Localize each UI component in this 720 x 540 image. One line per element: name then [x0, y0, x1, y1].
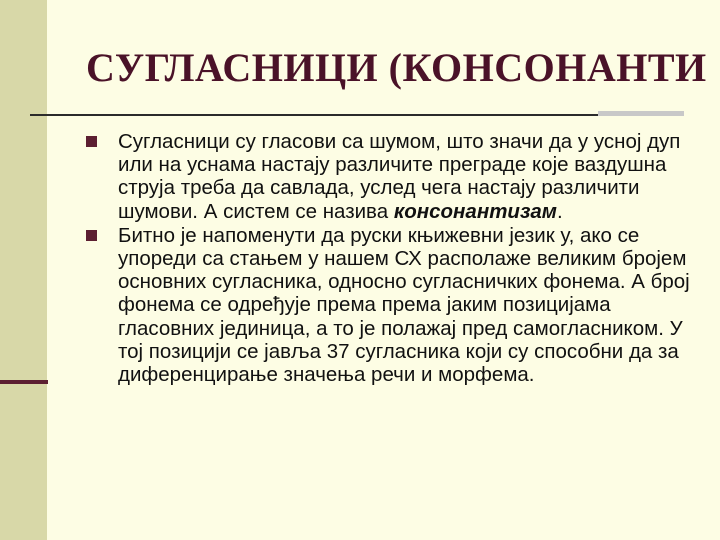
term-consonantism: консонантизам: [393, 199, 557, 223]
square-bullet-icon: [86, 136, 97, 147]
square-bullet-icon: [86, 230, 97, 241]
side-band: [0, 0, 47, 540]
bullet-text: Сугласници су гласови са шумом, што значи да у усној дуп или на уснама настају различите преграде које ваздушна струја треба да савлада, услед чега настају различити шумови. А систем се назива: [118, 130, 681, 223]
title-divider: [30, 114, 684, 116]
bullet-text-end: .: [556, 199, 563, 223]
bullet-list: [86, 130, 696, 387]
slide-title: СУГЛАСНИЦИ (КОНСОНАНТИ: [86, 45, 707, 90]
bullet-item-russian-consonants: [86, 224, 696, 386]
bullet-text: Битно је напоменути да руски књижевни језик у, ако се упореди са стањем у нашем СХ располаже великим бројем основних сугласника, односно сугласничких фонема. А број фонема се одређује према према јаким позицијама гласовних јединица, а то је полажај пред самогласником. У тој позицији се јавља 37 сугласника који су способни да за диференцирање значења речи и морфема.: [118, 223, 690, 387]
bullet-item-consonants: [86, 130, 696, 223]
title-divider-accent: [598, 111, 684, 116]
side-accent-bar: [0, 380, 48, 384]
